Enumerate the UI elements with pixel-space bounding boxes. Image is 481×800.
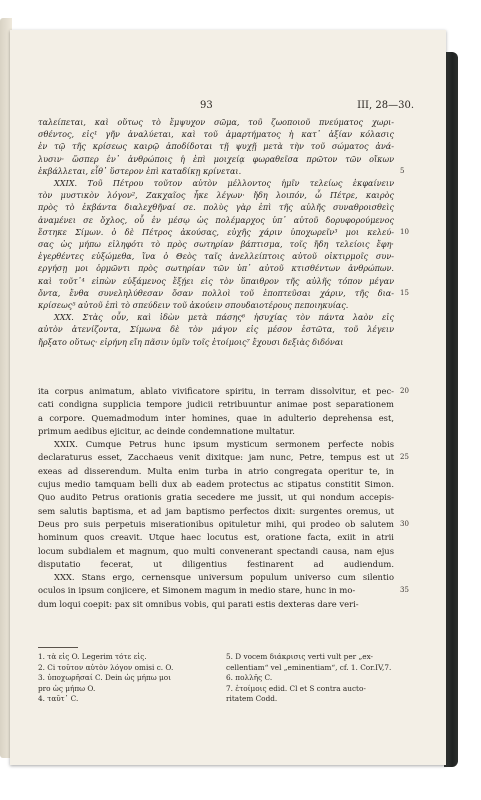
line-number: 20 [400,387,409,395]
text-line [38,518,409,531]
text-line [38,250,394,262]
line-text: ταλείπεται, καὶ οὕτως τὸ ἔμψυχον σῶμα, τοῦ ζωοποιοῦ πνεύματος χωρι- [38,117,394,127]
book-page [10,30,446,765]
text-line [38,491,394,504]
line-number: 5 [400,166,405,175]
text-line [38,116,394,128]
footnote-rule [38,647,78,648]
footnote: 3. ὑποχωρῆσαί C. Dein ὡς μήπω μοι [38,673,172,682]
text-line [38,584,409,597]
footnote: cellentiam“ vel „eminentiam“, cf. 1. Cor.IV,7. [226,662,392,672]
footnote: 4. ταῦτ᾽ C. [38,694,79,703]
text-line [38,214,394,226]
line-text: sem salutis baptisma, et ad jam baptismo perfectos dixit: surgentes oremus, ut [38,505,394,516]
text-line [38,385,409,398]
line-text: primum aedibus ejicitur, ac deinde condemnatione multatur. [38,425,295,436]
line-text: σας ὡς μήπω εἰληφότι τὸ πρὸς σωτηρίαν βάπτισμα, τοῖς ἤδη τελείοις ἔφη· [38,239,394,250]
line-text: exeas ad disserendum. Multa enim turba in atrio congregata operitur te, in [38,465,394,476]
line-text: locum subdialem et magnum, quo multi convenerant spectandi causa, nam ejus [38,545,394,556]
text-line [38,323,394,335]
text-line [38,558,394,571]
text-line [38,128,394,140]
greek-text-block [38,116,409,348]
text-line [38,398,394,411]
text-line [38,465,394,478]
line-text: disputatio fecerat, ut diligentius festinarent ad audiendum. [38,558,394,569]
text-line [38,189,394,201]
text-line [38,598,394,611]
footnote: pro ὡς μήπω O. [38,683,96,693]
line-text: dum loqui coepit: pax sit omnibus vobis, qui parati estis dexteras dare veri- [38,598,359,609]
footnote: 1. τὰ εἰς O. Legerim τότε εἰς. [38,652,147,661]
text-line [38,545,394,558]
text-line [38,571,394,584]
line-text: ἤρξατο οὕτως· εἰρήνη εἴη πᾶσιν ὑμῖν τοῖς ἑτοίμοις⁷ ἔχουσι δεξιὰς διδόναι [38,336,344,347]
text-line [38,336,394,348]
text-line [38,140,394,152]
line-text: a corpore. Quemadmodum inter homines, quae in adulterio deprehensa est, [38,412,394,423]
line-number: 25 [400,453,409,462]
line-text: ἕστηκε Σίμων. ὁ δὲ Πέτρος ἀκούσας, εὐχῆς χάριν ὑποχωρεῖν³ μοι κελεύ- [38,226,394,237]
text-line [38,226,409,238]
text-line [38,451,409,464]
text-line [38,201,394,213]
text-line [38,165,405,177]
line-text: ita corpus animatum, ablato vivificatore spiritu, in terram dissolvitur, et pec- [38,386,394,396]
book-spine [444,52,458,767]
line-text: ὄντα, ἔνθα συνεληλύθεσαν ὅσαν πολλοὶ τοῦ ἐποπτεῦσαι χάριν, τῆς δια- [38,287,394,298]
line-text: ἀναμένει σε ὄχλος, οὗ ἐν μέσῳ ὡς πολέμαρχος ὑπ᾽ αὐτοῦ δορυφορούμενος [38,214,394,225]
text-line [38,412,394,425]
footnote: 6. πολλῆς C. [226,673,273,682]
line-text: κρίσεως⁵ αὐτοῦ ἐπὶ τὸ σπεύδειν τοῦ ἀκούειν σπουδαιοτέρους πεποιηκυίας. [38,300,349,311]
text-line [38,311,394,323]
text-line [38,238,394,250]
running-head: III, 28—30. [357,100,414,111]
text-line [38,153,394,165]
line-text: XXIX. Cumque Petrus hunc ipsum mysticum sermonem perfecte nobis [54,439,394,450]
footnote: ritatem Codd. [226,694,278,703]
footnotes-left-column [38,652,213,705]
footnote: 7. ἑτοίμοις edid. Cl et S contra aucto- [226,683,366,693]
text-line [38,425,394,438]
text-line [38,505,394,518]
line-text: σθέντος, εἰς¹ γῆν ἀναλύεται, καὶ τοῦ ἁμαρτήματος ἡ κατ᾽ ἀξίαν κόλασις [38,129,394,140]
footnotes-right-column [226,652,404,705]
page-header [10,100,446,114]
line-text: XXX. Στὰς οὖν, καὶ ἰδὼν μετὰ πάσης⁶ ἡσυχίας τὸν πάντα λαὸν εἰς [54,312,394,323]
text-line [38,262,394,274]
line-text: πρὸς τὸ ἐκβάντα διαλεχθῆναί σε. πολὺς γὰρ ἐπὶ τῆς αὐλῆς συναθροισθεὶς [38,202,394,213]
line-text: declaraturus esset, Zacchaeus venit dixitque: jam nunc, Petre, tempus est ut [38,452,394,463]
footnote: 2. Ci τοῦτον αὐτὸν λόγον omisi c. O. [38,662,174,672]
line-text: cujus medio tamquam belli dux ab eadem protectus ac stipatus constitit Simon. [38,479,394,490]
line-text: εργήσῃ μοι ὁρμῶντι πρὸς σωτηρίαν τῶν ὑπ᾽ αὐτοῦ κτισθέντων ἀνθρώπων. [38,263,394,274]
line-number: 35 [400,586,409,595]
text-line [38,531,394,544]
text-line [38,177,394,189]
latin-text-block [38,385,409,611]
text-line [38,275,394,287]
footnote: 5. D vocem διάκρισις verti vult per „ex- [226,652,374,661]
line-number: 10 [400,227,409,236]
page-number: 93 [200,100,213,111]
line-text: oculos in ipsum conjicere, et Simonem magum in medio stare, hunc in mo- [38,585,356,596]
line-text: ἐν τῷ τῆς κρίσεως καιρῷ ἀποδίδοται τῇ ψυχῇ μετὰ τὴν τοῦ σώματος ἀνά- [38,141,394,152]
line-text: Deus pro suis perpetuis miserationibus opituletur mihi, qui prodeo ob salutem [38,518,394,529]
line-number: 15 [400,288,409,297]
line-text: καὶ τοῦτ᾽⁴ εἰπὼν εὐξάμενος ἔξῄει εἰς τὸν ὕπαιθρον τῆς αὐλῆς τόπον μέγαν [38,275,394,286]
line-text: τὸν μυστικὸν λόγον², Ζακχαῖος ἧκε λέγων· ἤδη λοιπόν, ὦ Πέτρε, καιρὸς [38,190,394,201]
line-text: XXIX. Τοῦ Πέτρου τοῦτον αὐτὸν μέλλοντος ἡμῖν τελείως ἐκφαίνειν [54,178,394,189]
text-line [38,299,394,311]
line-text: cati condigna supplicia tempore judicii retribuuntur animae post separationem [38,399,394,410]
text-line [38,287,409,299]
line-text: ἐγερθέντες εὐξώμεθα, ἵνα ὁ Θεὸς ταῖς ἀνελλείπτοις αὐτοῦ οἰκτιρμοῖς συν- [38,251,394,262]
line-text: XXX. Stans ergo, cernensque universum populum universo cum silentio [54,572,394,583]
line-text: ἐκβάλλεται, εἶθ᾽ ὕστερον ἐπὶ καταδίκῃ κρίνεται. [38,165,242,176]
line-text: hominum quos creavit. Utque haec locutus est, oratione facta, exiit in atrii [38,532,394,543]
line-text: λυσιν· ὥσπερ ἐν᾽ ἀνθρώποις ἡ ἐπὶ μοιχείᾳ φωραθεῖσα πρῶτον τῶν οἴκων [38,153,394,164]
line-number: 30 [400,519,409,528]
text-line [38,478,394,491]
line-text: αὐτὸν ἀτενίζοντα, Σίμωνα δὲ τὸν μάγον εἰς μέσον ἑστῶτα, τοῦ λέγειν [38,324,394,335]
text-line [38,438,394,451]
line-text: Quo audito Petrus orationis gratia secedere me jussit, ut qui nondum accepis- [38,492,394,503]
